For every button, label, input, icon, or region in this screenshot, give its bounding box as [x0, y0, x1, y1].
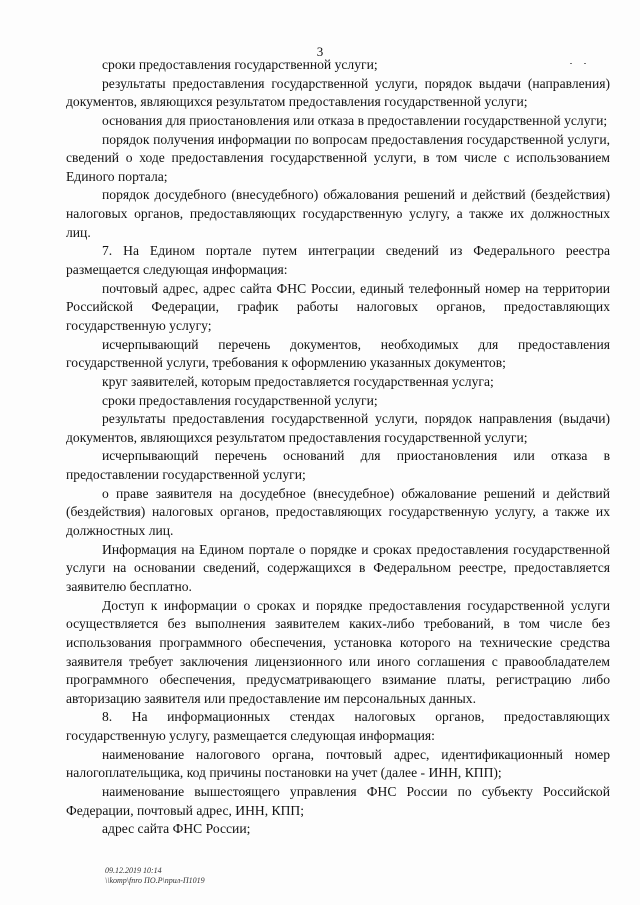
paragraph: о праве заявителя на досудебное (внесудебное) обжалование решений и действий (бездействия) налоговых органов, предоставляющих государственную услугу, а также их должностных лиц.	[66, 485, 610, 539]
paragraph: наименование вышестоящего управления ФНС России по субъекту Российской Федерации, почтовый адрес, ИНН, КПП;	[66, 783, 610, 818]
paragraph: порядок получения информации по вопросам предоставления государственной услуги, сведений о ходе предоставления государственной услуги, в том числе с использованием Единого портала;	[66, 131, 610, 184]
paragraph: результаты предоставления государственной услуги, порядок выдачи (направления) документов, являющихся результатом предоставления государственной услуги;	[66, 75, 610, 110]
document-footer	[105, 866, 205, 886]
paragraph: почтовый адрес, адрес сайта ФНС России, единый телефонный номер на территории Российской Федерации, график работы налоговых органов, предоставляющих государственную услугу;	[66, 280, 610, 333]
paragraph: 7. На Едином портале путем интеграции сведений из Федерального реестра размещается следующая информация:	[66, 243, 610, 278]
paragraph: сроки предоставления государственной услуги;	[102, 392, 378, 408]
paragraph: 8. На информационных стендах налоговых органов, предоставляющих государственную услугу, размещается следующая информация:	[66, 709, 610, 744]
page-number: 3	[316, 44, 324, 59]
document-body	[66, 56, 610, 839]
paragraph: Информация на Едином портале о порядке и сроках предоставления государственной услуги на основании сведений, содержащихся в Федеральном реестре, предоставляется заявителю бесплатно.	[66, 541, 610, 594]
paragraph: адрес сайта ФНС России;	[102, 821, 251, 837]
paragraph: исчерпывающий перечень документов, необходимых для предоставления государственной услуги, требования к оформлению указанных документов;	[66, 336, 610, 371]
paragraph: порядок досудебного (внесудебного) обжалования решений и действий (бездействия) налоговых органов, предоставляющих государственную услугу, а также их должностных лиц.	[66, 187, 610, 240]
paragraph: Доступ к информации о сроках и порядке предоставления государственной услуги осуществляется без выполнения заявителем каких-либо требований, в том числе без использования программного обеспечения, установка которого на технические средства заявителя требует заключения лицензионного или иного соглашения с правообладателем программного обеспечения, предусматривающего взимание платы, регистрацию либо авторизацию заявителя или предоставление им персональных данных.	[66, 597, 610, 706]
paragraph: основания для приостановления или отказа в предоставлении государственной услуги;	[102, 112, 608, 128]
paragraph: круг заявителей, которым предоставляется государственная услуга;	[102, 373, 494, 389]
paragraph: наименование налогового органа, почтовый адрес, идентификационный номер налогоплательщика, код причины постановки на учет (далее - ИНН, КПП);	[66, 746, 610, 781]
paragraph: исчерпывающий перечень оснований для приостановления или отказа в предоставлении государственной услуги;	[66, 448, 610, 483]
paragraph: сроки предоставления государственной услуги;	[102, 57, 378, 72]
footer-file-path: \\komp\fnro ПО.Р\прил-П1019	[105, 876, 205, 885]
footer-date: 09.12.2019 10:14	[105, 866, 162, 875]
paragraph: результаты предоставления государственной услуги, порядок направления (выдачи) документов, являющихся результатом предоставления государственной услуги;	[66, 411, 610, 445]
